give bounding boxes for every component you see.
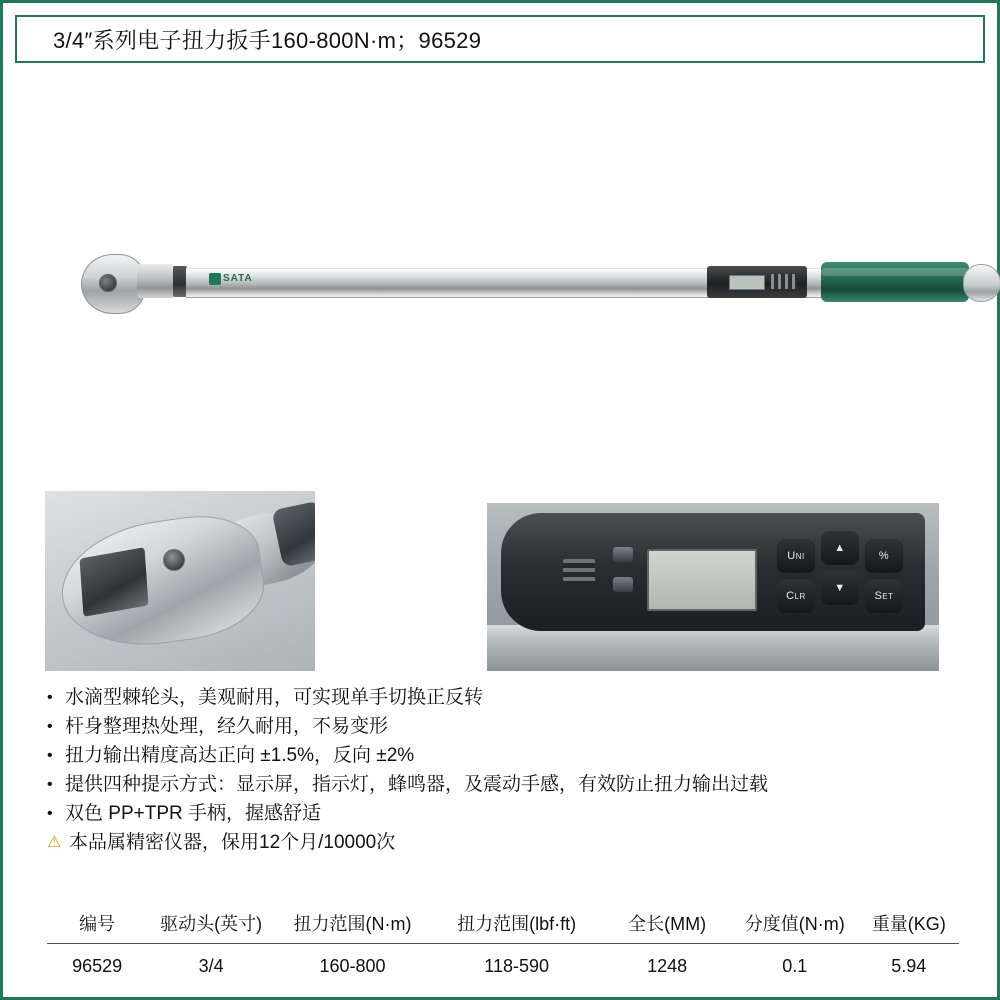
indicator-button-top[interactable]: [613, 547, 633, 562]
cell-torque-nm: 160-800: [319, 956, 386, 976]
photo-ratchet-head: [45, 491, 315, 671]
collar-shape: [173, 266, 187, 297]
list-item: [47, 741, 967, 770]
cell-weight: 5.94: [891, 956, 927, 976]
hero-product-image: [23, 73, 981, 483]
brand-logo-icon: [209, 273, 221, 285]
feature-text: 扭力输出精度高达正向 ±1.5%，反向 ±2%: [65, 745, 415, 766]
shaft-detail: [487, 625, 939, 671]
lcd-screen-detail: [647, 549, 757, 611]
display-panel-shape: [707, 266, 807, 298]
key-up-arrow[interactable]: ▲: [821, 531, 859, 565]
bullet-icon: •: [47, 776, 53, 793]
column-header-model: 编号: [79, 914, 116, 934]
list-item: [47, 712, 967, 741]
lcd-screen-shape: [729, 275, 765, 290]
bullet-icon: •: [47, 747, 53, 764]
photo-display-panel: [487, 503, 939, 671]
title-bar: [15, 15, 985, 63]
page-title: 3/4″系列电子扭力扳手160-800N·m；96529: [53, 27, 482, 53]
cell-length: 1248: [647, 956, 688, 976]
column-header-torque-lbfft: 扭力范围(lbf·ft): [457, 914, 577, 934]
column-header-weight: 重量(KG): [871, 914, 946, 934]
column-header-drive: 驱动头(英寸): [160, 914, 263, 934]
cell-model: 96529: [72, 956, 123, 976]
direction-switch-icon: [163, 549, 185, 571]
warranty-text: 本品属精密仪器，保用12个月/10000次: [69, 832, 396, 853]
warning-icon: ⚠: [47, 834, 62, 851]
warranty-note: [47, 828, 967, 857]
feature-text: 双色 PP+TPR 手柄，握感舒适: [65, 803, 321, 824]
bullet-icon: •: [47, 689, 53, 706]
bullet-icon: •: [47, 805, 53, 822]
key-percent[interactable]: %: [865, 539, 903, 573]
column-header-torque-nm: 扭力范围(N·m): [293, 914, 412, 934]
key-uni[interactable]: Uni: [777, 539, 815, 573]
speaker-grille-icon: [563, 559, 595, 585]
brand-label: SATA: [223, 273, 253, 284]
grip-highlight: [821, 268, 969, 276]
indicator-button-bottom[interactable]: [613, 577, 633, 592]
list-item: [47, 683, 967, 712]
ratchet-pin-icon: [99, 274, 117, 292]
square-drive-detail: [79, 547, 148, 617]
specification-table: [47, 903, 959, 984]
feature-list: [47, 683, 967, 857]
column-header-increment: 分度值(N·m): [744, 914, 845, 934]
bullet-icon: •: [47, 718, 53, 735]
ratchet-neck-shape: [137, 264, 175, 298]
key-set[interactable]: Set: [865, 579, 903, 613]
feature-text: 水滴型棘轮头，美观耐用，可实现单手切换正反转: [65, 687, 484, 708]
list-item: [47, 799, 967, 828]
keypad-shape: [771, 274, 797, 289]
end-cap-shape: [963, 264, 1000, 302]
key-clr[interactable]: Clr: [777, 579, 815, 613]
panel-body-detail: [501, 513, 925, 631]
list-item: [47, 770, 967, 799]
handle-grip-shape: [821, 262, 969, 302]
table-row: [47, 944, 959, 985]
torque-wrench-illustration: [63, 248, 1000, 318]
table-header-row: [47, 903, 959, 944]
cell-torque-lbfft: 118-590: [484, 956, 550, 976]
feature-text: 杆身整理热处理，经久耐用，不易变形: [65, 716, 389, 737]
cell-drive: 3/4: [198, 956, 224, 976]
column-header-length: 全长(MM): [628, 914, 707, 934]
feature-text: 提供四种提示方式：显示屏，指示灯，蜂鸣器，及震动手感，有效防止扭力输出过载: [65, 774, 769, 795]
cell-increment: 0.1: [782, 956, 808, 976]
key-down-arrow[interactable]: ▼: [821, 571, 859, 605]
